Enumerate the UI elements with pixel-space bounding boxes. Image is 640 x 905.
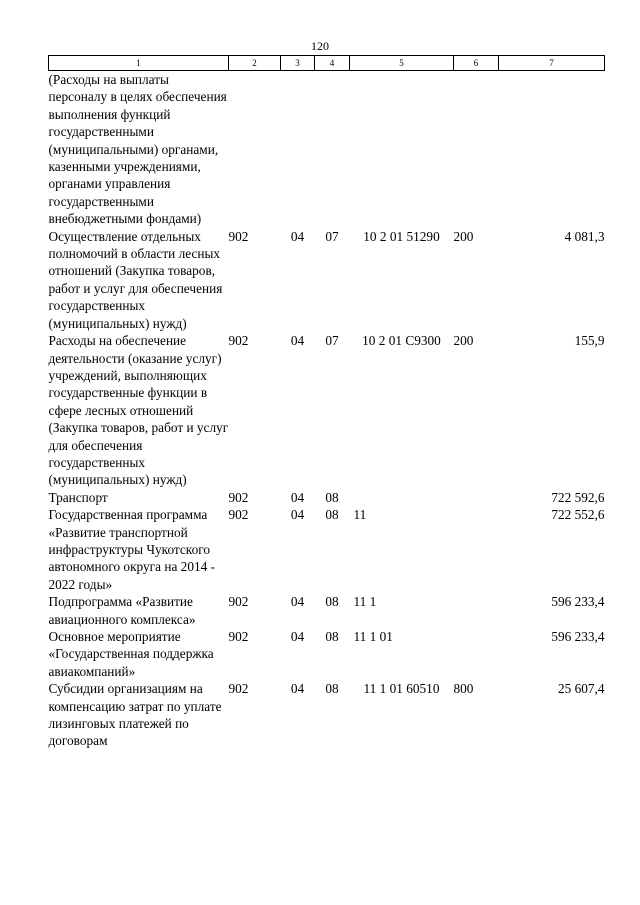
row-section: 04 (290, 629, 305, 644)
row-subsection: 07 (325, 228, 339, 244)
column-header-6: 6 (454, 56, 499, 71)
row-amount: 155,9 (574, 333, 605, 349)
row-name: Подпрограмма «Развитие авиационного комплекса» (48, 594, 196, 627)
table-row (49, 228, 605, 332)
row-subsection (315, 71, 350, 228)
column-header-3: 3 (281, 56, 315, 71)
row-expense-type: 200 (453, 228, 474, 244)
row-section: 04 (290, 594, 305, 610)
table-row (49, 506, 605, 593)
row-grbs (229, 71, 281, 228)
row-grbs: 902 (228, 629, 249, 644)
row-section: 04 (290, 333, 305, 349)
column-header-5: 5 (350, 56, 454, 71)
row-subsection: 08 (325, 629, 339, 644)
row-amount (499, 71, 605, 228)
row-subsection: 08 (325, 681, 339, 697)
row-target-article: 11 1 (353, 594, 377, 610)
table-row (49, 71, 605, 228)
row-expense-type: 200 (453, 333, 474, 349)
row-expense-type (454, 489, 499, 506)
row-subsection: 08 (325, 507, 339, 523)
row-amount: 722 592,6 (551, 489, 605, 505)
row-target-article: 11 (353, 507, 367, 523)
column-header-2: 2 (229, 56, 281, 71)
row-amount: 596 233,4 (551, 629, 605, 644)
row-name: Субсидии организациям на компенсацию затрат по уплате лизинговых платежей по договорам (48, 681, 222, 749)
row-name: (Расходы на выплаты персоналу в целях обеспечения выполнения функций государственными (муниципальными) органами, казенными учреждениями, органами управления государственными внебюджетными фондами) (48, 72, 227, 227)
row-name: Основное мероприятие «Государственная поддержка авиакомпаний» (48, 629, 214, 679)
budget-table (48, 55, 605, 750)
row-amount: 4 081,3 (564, 228, 605, 244)
row-amount: 25 607,4 (557, 681, 605, 697)
table-row (49, 489, 605, 506)
row-expense-type (454, 593, 499, 628)
row-target-article: 10 2 01 51290 (363, 228, 440, 244)
table-row (49, 680, 605, 750)
row-expense-type: 800 (453, 681, 474, 697)
column-header-1: 1 (49, 56, 229, 71)
row-subsection: 08 (325, 594, 339, 610)
row-expense-type (454, 628, 499, 680)
table-row (49, 332, 605, 489)
row-target-article: 10 2 01 C9300 (362, 333, 441, 349)
row-grbs: 902 (228, 333, 249, 349)
row-section: 04 (290, 489, 305, 505)
row-grbs: 902 (228, 489, 249, 505)
table-row (49, 628, 605, 680)
row-target-article (350, 489, 454, 506)
row-expense-type (454, 506, 499, 593)
row-target-article: 11 1 01 (353, 629, 393, 644)
row-grbs: 902 (228, 594, 249, 610)
row-amount: 596 233,4 (551, 594, 605, 610)
row-grbs: 902 (228, 507, 249, 523)
row-section: 04 (290, 507, 305, 523)
row-target-article (350, 71, 454, 228)
column-header-row (49, 56, 605, 71)
row-section (281, 71, 315, 228)
row-grbs: 902 (228, 681, 249, 697)
column-header-4: 4 (315, 56, 350, 71)
row-section: 04 (290, 228, 305, 244)
table-row (49, 593, 605, 628)
row-amount: 722 552,6 (551, 507, 605, 523)
row-name: Расходы на обеспечение деятельности (оказание услуг) учреждений, выполняющих государственные функции в сфере лесных отношений (Закупка товаров, работ и услуг для обеспечения государственных (муниципальных) нужд) (48, 333, 229, 488)
row-subsection: 07 (325, 333, 339, 349)
row-expense-type (454, 71, 499, 228)
row-target-article: 11 1 01 60510 (363, 681, 440, 697)
row-name: Государственная программа «Развитие транспортной инфраструктуры Чукотского автономного округа на 2014 - 2022 годы» (48, 507, 216, 592)
page-number: 120 (311, 39, 329, 53)
row-section: 04 (290, 681, 305, 697)
row-name: Осуществление отдельных полномочий в области лесных отношений (Закупка товаров, работ и услуг для обеспечения государственных (муниципальных) нужд) (48, 228, 223, 331)
row-name: Транспорт (48, 489, 108, 505)
column-header-7: 7 (499, 56, 605, 71)
row-grbs: 902 (228, 228, 249, 244)
row-subsection: 08 (325, 489, 339, 505)
